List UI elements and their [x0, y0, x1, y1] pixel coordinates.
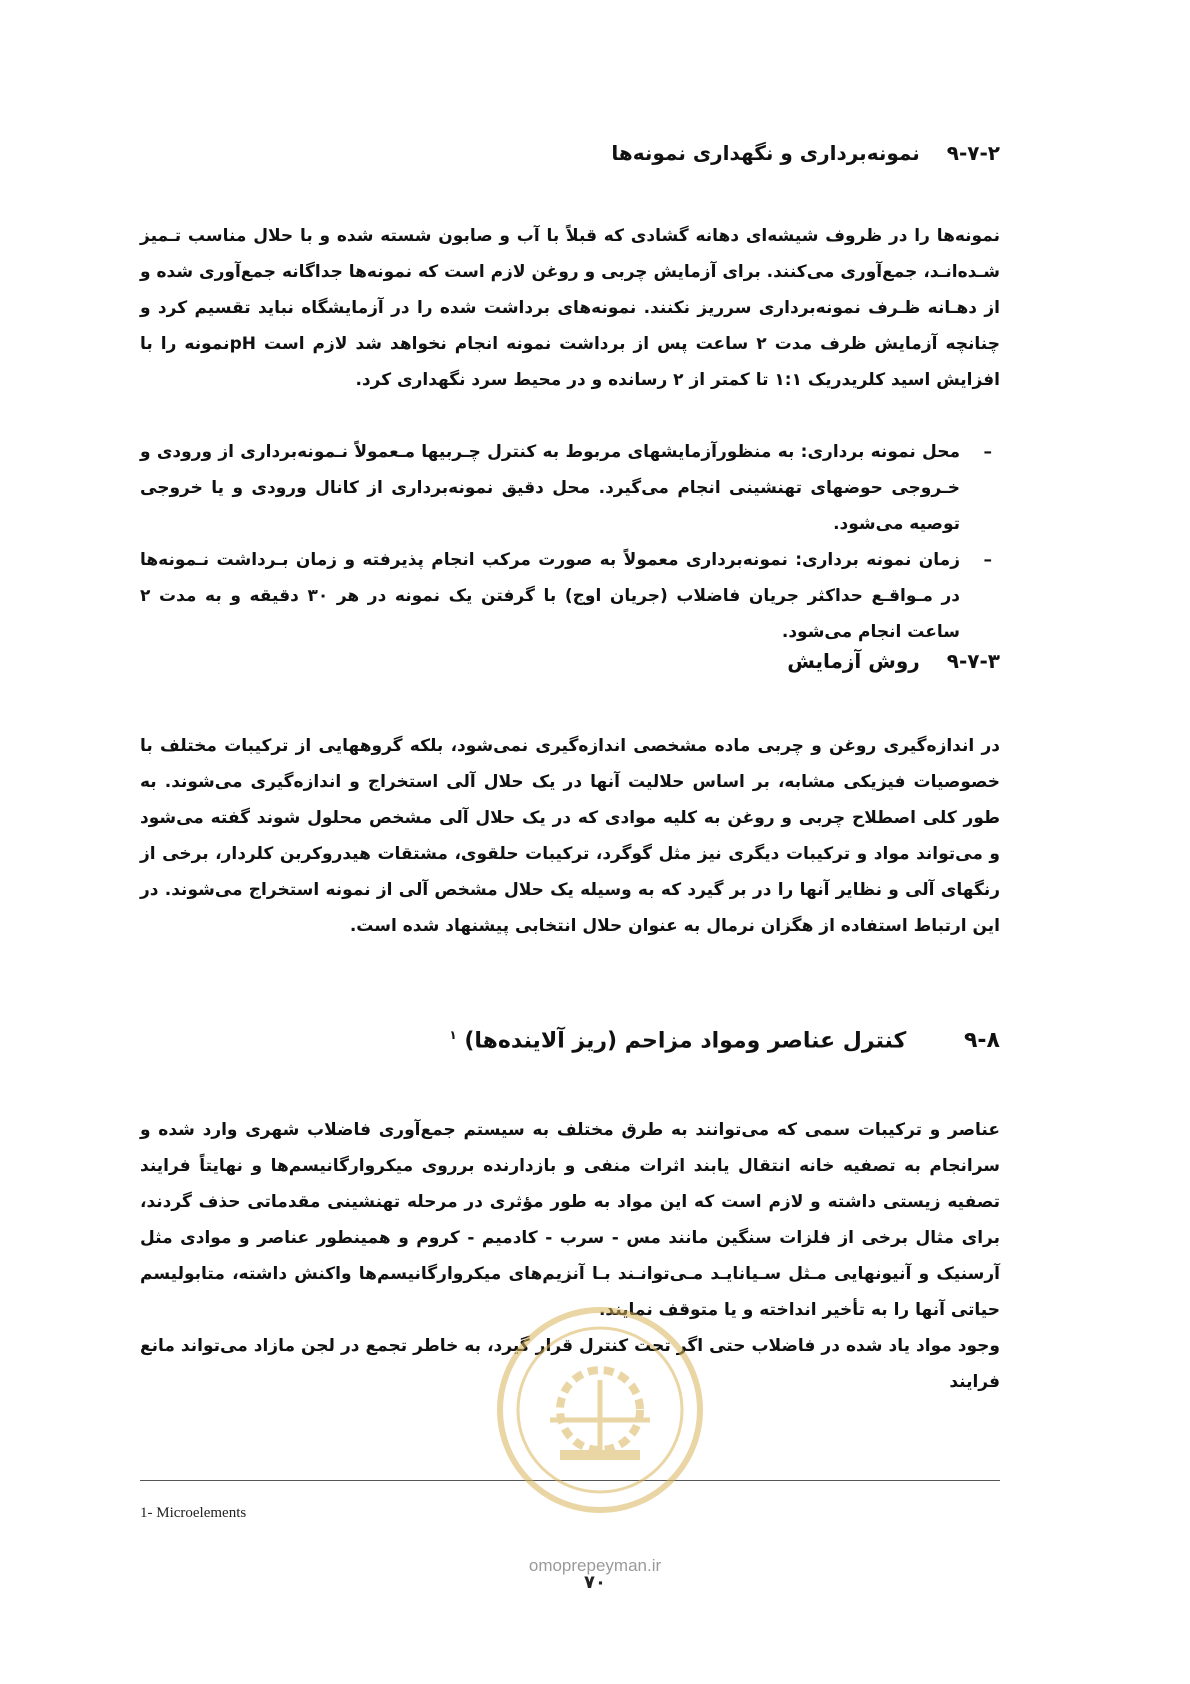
footnote: 1- Microelements — [140, 1505, 247, 1521]
paragraph-text: وجود مواد یاد شده در فاضلاب حتی اگر تحت کنترل قرار گیرد، به خاطر تجمع در لجن مازاد می‌تواند مانع فرایند — [140, 1336, 1000, 1392]
paragraph-sampling — [140, 218, 1000, 398]
list-item — [140, 434, 1000, 542]
section-title: نمونه‌برداری و نگهداری نمونه‌ها — [611, 141, 920, 165]
paragraph-method — [140, 728, 1000, 944]
list-item — [140, 542, 1000, 650]
paragraph-text: عناصر و ترکیبات سمی که می‌توانند به طرق مختلف به سیستم جمع‌آوری فاضلاب شهری وارد شده و سرانجام به تصفیه خانه انتقال یابند اثرات منفی و بازدارنده برروی میکروارگانیسم‌ها و نهایتاً فرایند تصفیه زیستی داشته و لازم است که این مواد به طور مؤثری در مرحله تهنشینی مقدماتی حذف گردند، برای مثال برخی از فلزات سنگین مانند مس - سرب - کادمیم - کروم و همینطور عناصر و موادی مثل آرسنیک و آنیونهایی مـثل سـیانایـد مـی‌توانـند بـا آنزیم‌های میکروارگانیسم‌ها واکنش داشته، متابولیسم حیاتی آنها را به تأخیر انداخته و یا متوقف نمایند. — [140, 1120, 1000, 1320]
section-heading-control — [449, 1020, 1000, 1056]
bullet-list — [140, 434, 1000, 650]
bullet-marker: – — [983, 550, 992, 570]
site-text: omoprepeyman.ir — [528, 1556, 662, 1575]
section-title: روش آزمایش — [787, 649, 920, 673]
section-heading-sampling — [611, 138, 1000, 168]
list-item-text: زمان نمونه برداری: نمونه‌برداری معمولاً به صورت مرکب انجام پذیرفته و زمان بـرداشت نـمونه‌ها در مـواقـع حداکثر جریان فاضلاب (جریان اوج) با گرفتن یک نمونه در هر ۳۰ دقیقه و به مدت ۲ ساعت انجام می‌شود. — [140, 550, 960, 642]
section-title: کنترل عناصر ومواد مزاحم (ریز آلاینده‌ها) — [464, 1028, 907, 1054]
section-heading-method — [787, 646, 1000, 676]
page-number: ۷۰ — [584, 1572, 606, 1593]
watermark-seal-icon — [490, 1300, 710, 1520]
section-number: ۹-۷-۳ — [946, 649, 1000, 673]
paragraph-text: در اندازه‌گیری روغن و چربی ماده مشخصی اندازه‌گیری نمی‌شود، بلکه گروههایی از ترکیبات مختلف با خصوصیات فیزیکی مشابه، بر اساس حلالیت آنها در یک حلال آلی استخراج و اندازه‌گیری می‌شوند. به طور کلی اصطلاح چربی و روغن به کلیه موادی که در یک حلال آلی مشخص محلول شوند گفته می‌شود و می‌تواند مواد و ترکیبات دیگری نیز مثل گوگرد، ترکیبات حلقوی، مشتقات هیدروکربن کلردار، برخی از رنگهای آلی و نظایر آنها را در بر گیرد که به وسیله یک حلال مشخص آلی از نمونه استخراج می‌شوند. در این ارتباط استفاده از هگزان نرمال به عنوان حلال انتخابی پیشنهاد شده است. — [140, 736, 1000, 936]
list-item-text: محل نمونه برداری: به منظورآزمایشهای مربوط به کنترل چـربیها مـعمولاً نـمونه‌برداری از ورودی و خـروجی حوضهای تهنشینی انجام می‌گیرد. محل دقیق نمونه‌برداری از کانال ورودی و یا خروجی توصیه می‌شود. — [140, 442, 960, 534]
paragraph-text: نمونه‌ها را در ظروف شیشه‌ای دهانه گشادی که قبلاً با آب و صابون شسته شده و با حلال مناسب تـمیز شـده‌انـد، جمع‌آوری می‌کنند. برای آزمایش چربی و روغن لازم است که نمونه‌ها جداگانه جمع‌آوری شده و از دهـانه ظـرف نمونه‌برداری سرریز نکنند. نمونه‌های برداشت شده را در آزمایشگاه نباید تقسیم کرد و چنانچه آزمایش ظرف مدت ۲ ساعت پس از برداشت نمونه انجام نخواهد شد لازم است pHنمونه را با افزایش اسید کلریدریک ۱:۱ تا کمتر از ۲ رسانده و در محیط سرد نگهداری کرد. — [140, 226, 1000, 390]
bullet-marker: – — [983, 442, 992, 462]
footnote-reference: ۱ — [449, 1028, 457, 1042]
section-number: ۹-۷-۲ — [946, 141, 1000, 165]
section-number: ۹-۸ — [964, 1028, 1000, 1054]
